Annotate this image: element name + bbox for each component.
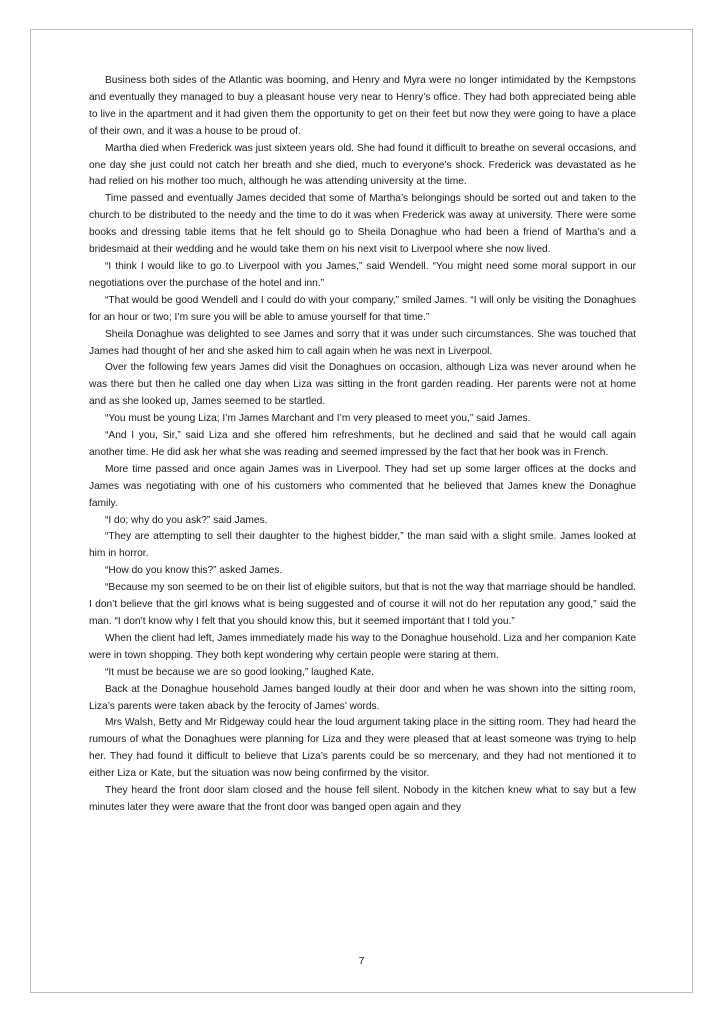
paragraph: Sheila Donaghue was delighted to see James and sorry that it was under such circumstances. She was touched that James had thought of her and she asked him to call again when he was next in Liverpool.	[89, 328, 636, 357]
paragraph: Business both sides of the Atlantic was booming, and Henry and Myra were no longer intimidated by the Kempstons and eventually they managed to buy a pleasant house very near to Henry’s office. They had both appreciated being able to live in the apartment and it had given them the opportunity to get on their feet but now they were going to have a place of their own, and it was a house to be proud of.	[89, 75, 636, 137]
paragraph: “How do you know this?” asked James.	[105, 565, 283, 577]
paragraph: They heard the front door slam closed and the house fell silent. Nobody in the kitchen knew what to say but a few minutes later they were aware that the front door was banged open again and they	[89, 785, 636, 813]
paragraph: When the client had left, James immediately made his way to the Donaghue household. Liza and her companion Kate were in town shopping. They both kept wondering why certain people were staring at them.	[89, 632, 636, 661]
page-number: 7	[358, 955, 365, 967]
paragraph: Martha died when Frederick was just sixteen years old. She had found it difficult to breathe on several occasions, and one day she just could not catch her breath and she died, much to everyone’s shock. Frederick was devastated as he had relied on his mother too much, although he was attending university at the time.	[89, 142, 636, 188]
paragraph: Mrs Walsh, Betty and Mr Ridgeway could hear the loud argument taking place in the sitting room. They had heard the rumours of what the Donaghues were planning for Liza and they were pleased that at least someone was trying to help her. They had found it difficult to believe that Liza’s parents could be so mercenary, and they had not mentioned it to either Liza or Kate, but the situation was now being confirmed by the visitor.	[89, 717, 636, 780]
paragraph: Over the following few years James did visit the Donaghues on occasion, although Liza was never around when he was there but then he called one day when Liza was sitting in the front garden reading. Her parents were not at home and as she looked up, James seemed to be startled.	[89, 362, 636, 408]
paragraph: More time passed and once again James was in Liverpool. They had set up some larger offices at the docks and James was negotiating with one of his customers who commented that he believed that James knew the Donaghue family.	[89, 463, 636, 509]
paragraph: “Because my son seemed to be on their list of eligible suitors, but that is not the way that marriage should be handled. I don’t believe that the girl knows what is being suggested and of course it will not do her reputation any good,” said the man. “I don’t know why I felt that you should know this, but it seemed important that I told you.”	[89, 582, 636, 627]
paragraph: Back at the Donaghue household James banged loudly at their door and when he was shown into the sitting room, Liza’s parents were taken aback by the ferocity of James’ words.	[89, 683, 636, 712]
document-page	[30, 29, 693, 993]
paragraph: “I do; why do you ask?” said James.	[105, 514, 268, 526]
paragraph: Time passed and eventually James decided that some of Martha’s belongings should be sorted out and taken to the church to be distributed to the needy and the time to do it was when Frederick was away at university. There were some books and dressing table items that he felt should go to Sheila Donaghue who had been a friend of Martha’s and a bridesmaid at their wedding and he would take them on his next visit to Liverpool where she now lived.	[89, 193, 636, 256]
body-text	[89, 73, 636, 817]
paragraph: “You must be young Liza; I’m James Marchant and I’m very pleased to meet you,” said James.	[105, 413, 531, 425]
paragraph: “That would be good Wendell and I could do with your company,” smiled James. “I will only be visiting the Donaghues for an hour or two; I’m sure you will be able to amuse yourself for that time.”	[89, 294, 636, 323]
paragraph: “I think I would like to go to Liverpool with you James,” said Wendell. “You might need some moral support in our negotiations over the purchase of the hotel and inn.”	[89, 260, 636, 289]
paragraph: “And I you, Sir,” said Liza and she offered him refreshments, but he declined and said that he would call again another time. He did ask her what she was reading and seemed impressed by the fact that her book was in French.	[89, 430, 636, 458]
paragraph: “It must be because we are so good looking,” laughed Kate.	[105, 666, 375, 678]
paragraph: “They are attempting to sell their daughter to the highest bidder,” the man said with a slight smile. James looked at him in horror.	[89, 531, 636, 560]
